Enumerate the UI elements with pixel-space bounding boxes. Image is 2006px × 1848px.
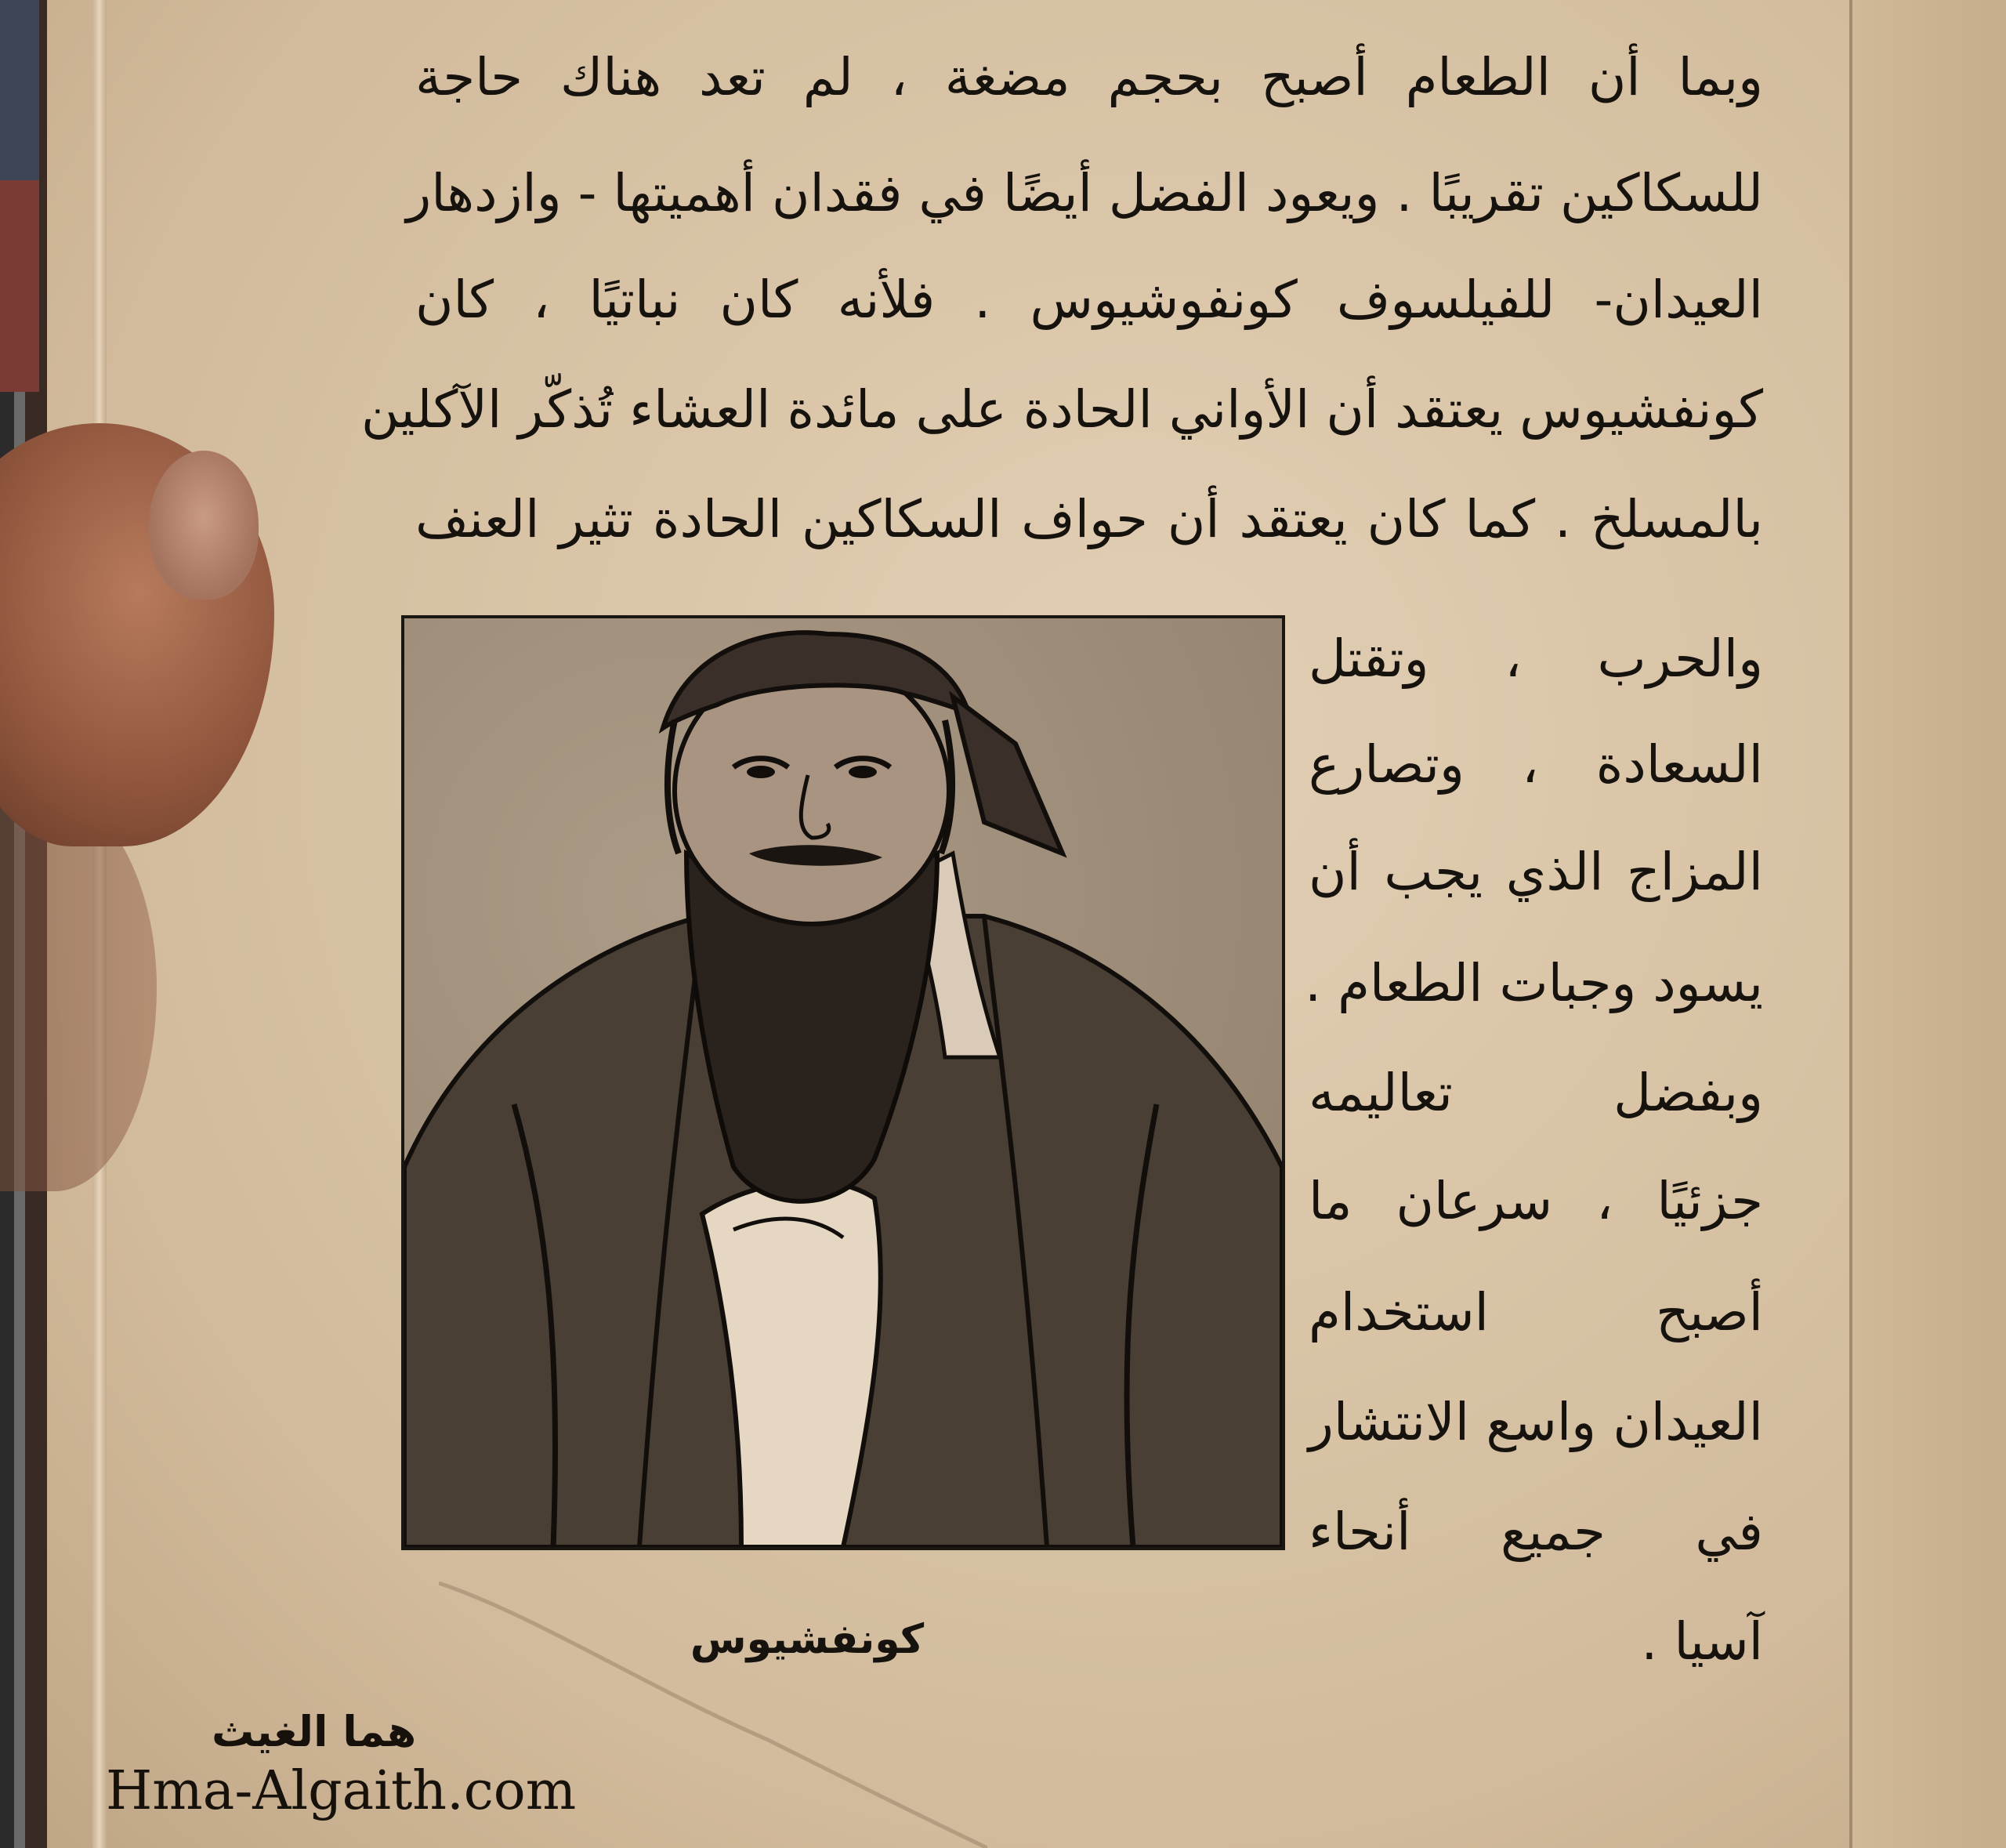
portrait-illustration [404, 618, 1282, 1547]
text-line-4: كونفشيوس يعتقد أن الأواني الحادة على مائدة العشاء تُذكّر الآكلين [360, 379, 1763, 440]
text-line-6: والحرب ، وتقتل [1309, 629, 1763, 689]
thumbnail-nail [149, 451, 259, 600]
text-line-2: للسكاكين تقريبًا . ويعود الفضل أيضًا في فقدان أهميتها - وازدهار [406, 163, 1763, 223]
text-line-14: في جميع أنحاء [1309, 1502, 1763, 1562]
text-line-15: آسيا . [1641, 1611, 1763, 1672]
cover-stripe-red [0, 180, 39, 392]
page-right-edge [1849, 0, 2006, 1848]
text-line-10: وبفضل تعاليمه [1309, 1063, 1763, 1123]
text-line-8: المزاج الذي يجب أن [1309, 842, 1763, 902]
text-line-5: بالمسلخ . كما كان يعتقد أن حواف السكاكين الحادة تثير العنف [415, 489, 1763, 549]
cover-stripe-blue [0, 0, 39, 180]
text-line-12: أصبح استخدام [1309, 1282, 1763, 1343]
text-line-9: يسود وجبات الطعام . [1305, 953, 1763, 1013]
text-line-13: العيدان واسع الانتشار [1309, 1392, 1763, 1452]
confucius-portrait [401, 615, 1285, 1550]
watermark-url: Hma-Algaith.com [106, 1760, 577, 1822]
text-line-11: جزئيًا ، سرعان ما [1309, 1171, 1763, 1231]
figure-caption: كونفشيوس [690, 1616, 925, 1663]
watermark-arabic: هما الغيث [212, 1707, 417, 1756]
text-line-1: وبما أن الطعام أصبح بحجم مضغة ، لم تعد هناك حاجة [415, 47, 1763, 107]
text-line-3: العيدان- للفيلسوف كونفوشيوس . فلأنه كان نباتيًا ، كان [415, 270, 1763, 330]
text-line-7: السعادة ، وتصارع [1309, 734, 1763, 795]
